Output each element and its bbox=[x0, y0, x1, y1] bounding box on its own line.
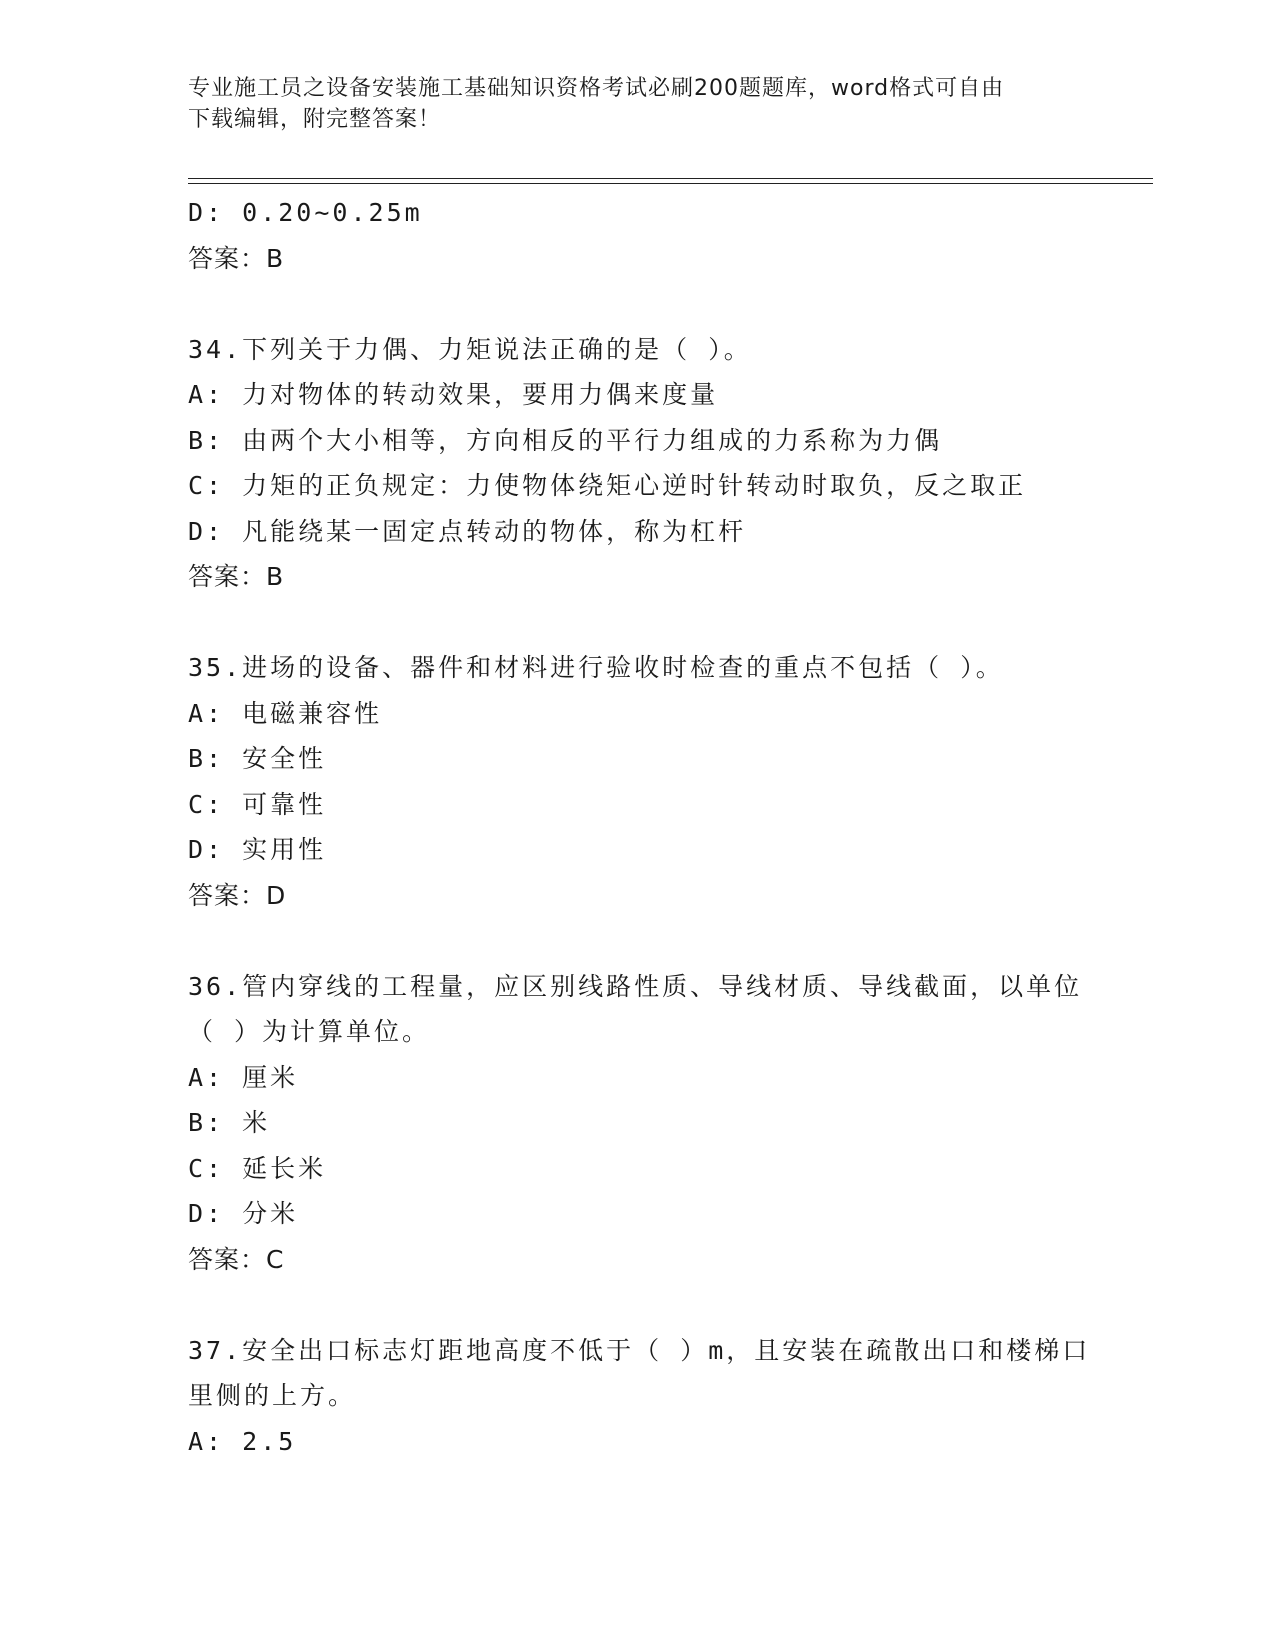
question-text: 34.下列关于力偶、力矩说法正确的是（ ）。 bbox=[188, 334, 752, 364]
header-line-1: 专业施工员之设备安装施工基础知识资格考试必刷200题题库，word格式可自由 bbox=[188, 76, 1005, 101]
header-divider-bottom bbox=[188, 183, 1153, 184]
option-c: C: 力矩的正负规定：力使物体绕矩心逆时针转动时取负，反之取正 bbox=[188, 471, 1027, 500]
question-text: 35.进场的设备、器件和材料进行验收时检查的重点不包括（ ）。 bbox=[188, 653, 1004, 682]
option-a: A: 厘米 bbox=[188, 1062, 299, 1092]
question-36 bbox=[188, 964, 1148, 1283]
question-text: 36.管内穿线的工程量，应区别线路性质、导线材质、导线截面，以单位（ ）为计算单位。 bbox=[188, 971, 1083, 1046]
header-line-2: 下载编辑，附完整答案！ bbox=[188, 107, 442, 132]
spacer bbox=[188, 918, 1148, 964]
question-text: 37.安全出口标志灯距地高度不低于（ ）m，且安装在疏散出口和楼梯口里侧的上方。 bbox=[188, 1335, 1091, 1410]
question-35 bbox=[188, 645, 1148, 918]
option-d: D: 实用性 bbox=[188, 835, 327, 864]
option-b: B: 安全性 bbox=[188, 744, 327, 773]
question-37 bbox=[188, 1328, 1148, 1465]
prev-answer: 答案：B bbox=[188, 243, 285, 273]
option-a: A: 力对物体的转动效果，要用力偶来度量 bbox=[188, 380, 719, 409]
option-d: D: 分米 bbox=[188, 1199, 299, 1228]
option-b: B: 由两个大小相等，方向相反的平行力组成的力系称为力偶 bbox=[188, 425, 943, 455]
option-b: B: 米 bbox=[188, 1108, 271, 1137]
prev-option-d: D: 0.20~0.25m bbox=[188, 198, 423, 227]
spacer bbox=[188, 281, 1148, 327]
answer: 答案：C bbox=[188, 1244, 285, 1274]
document-header bbox=[188, 73, 1088, 135]
option-c: C: 可靠性 bbox=[188, 789, 327, 819]
option-a: A: 电磁兼容性 bbox=[188, 698, 383, 728]
option-d: D: 凡能绕某一固定点转动的物体，称为杠杆 bbox=[188, 516, 747, 546]
option-c: C: 延长米 bbox=[188, 1153, 327, 1183]
question-list bbox=[188, 190, 1148, 1464]
answer: 答案：B bbox=[188, 562, 285, 591]
header-divider-top bbox=[188, 178, 1153, 179]
question-34 bbox=[188, 327, 1148, 600]
answer: 答案：D bbox=[188, 880, 287, 910]
spacer bbox=[188, 600, 1148, 646]
option-a: A: 2.5 bbox=[188, 1426, 297, 1456]
spacer bbox=[188, 1282, 1148, 1328]
